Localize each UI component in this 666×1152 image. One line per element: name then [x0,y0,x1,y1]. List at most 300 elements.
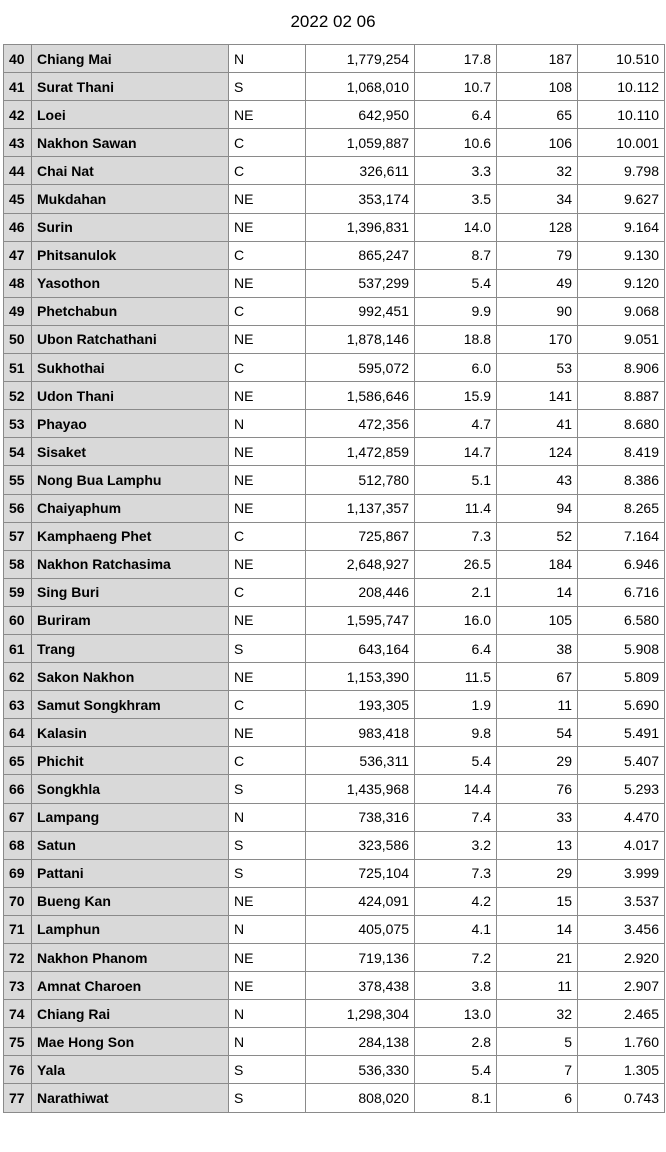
province-name-cell: Mae Hong Son [32,1028,229,1056]
population-cell: 738,316 [306,803,415,831]
population-share-cell: 26.5 [415,550,497,578]
cases-cell: 53 [497,354,578,382]
province-name-cell: Narathiwat [32,1084,229,1112]
rate-cell: 5.908 [578,634,665,662]
province-name-cell: Phitsanulok [32,241,229,269]
province-name-cell: Bueng Kan [32,887,229,915]
rate-cell: 2.465 [578,1000,665,1028]
rate-cell: 9.130 [578,241,665,269]
province-name-cell: Udon Thani [32,382,229,410]
rank-cell: 50 [4,325,32,353]
province-name-cell: Kalasin [32,719,229,747]
population-share-cell: 14.7 [415,438,497,466]
population-share-cell: 10.6 [415,129,497,157]
province-name-cell: Loei [32,101,229,129]
province-name-cell: Sing Buri [32,578,229,606]
cases-cell: 7 [497,1056,578,1084]
province-name-cell: Chiang Mai [32,45,229,73]
rate-cell: 10.112 [578,73,665,101]
rank-cell: 41 [4,73,32,101]
province-name-cell: Kamphaeng Phet [32,522,229,550]
region-cell: NE [229,944,306,972]
population-share-cell: 5.4 [415,747,497,775]
population-share-cell: 7.4 [415,803,497,831]
rank-cell: 71 [4,915,32,943]
rate-cell: 8.680 [578,410,665,438]
cases-cell: 90 [497,297,578,325]
cases-cell: 32 [497,157,578,185]
rate-cell: 1.760 [578,1028,665,1056]
rank-cell: 45 [4,185,32,213]
population-cell: 1,137,357 [306,494,415,522]
region-cell: S [229,634,306,662]
cases-cell: 34 [497,185,578,213]
rank-cell: 60 [4,606,32,634]
population-share-cell: 8.7 [415,241,497,269]
population-cell: 725,104 [306,859,415,887]
rank-cell: 61 [4,634,32,662]
population-cell: 537,299 [306,269,415,297]
page-title: 2022 02 06 [290,12,376,31]
population-share-cell: 5.1 [415,466,497,494]
region-cell: NE [229,466,306,494]
cases-cell: 32 [497,1000,578,1028]
population-cell: 208,446 [306,578,415,606]
population-cell: 992,451 [306,297,415,325]
table-row [4,73,665,101]
rate-cell: 8.419 [578,438,665,466]
population-cell: 323,586 [306,831,415,859]
population-cell: 983,418 [306,719,415,747]
population-cell: 378,438 [306,972,415,1000]
population-cell: 1,586,646 [306,382,415,410]
rate-cell: 4.470 [578,803,665,831]
population-share-cell: 14.4 [415,775,497,803]
rank-cell: 64 [4,719,32,747]
cases-cell: 14 [497,578,578,606]
population-share-cell: 13.0 [415,1000,497,1028]
region-cell: NE [229,269,306,297]
rate-cell: 2.920 [578,944,665,972]
cases-cell: 15 [497,887,578,915]
province-name-cell: Pattani [32,859,229,887]
province-name-cell: Buriram [32,606,229,634]
region-cell: N [229,1000,306,1028]
region-cell: S [229,859,306,887]
rate-cell: 5.491 [578,719,665,747]
province-name-cell: Satun [32,831,229,859]
province-name-cell: Chaiyaphum [32,494,229,522]
rate-cell: 8.265 [578,494,665,522]
region-cell: C [229,129,306,157]
rate-cell: 9.051 [578,325,665,353]
population-cell: 193,305 [306,691,415,719]
region-cell: NE [229,494,306,522]
table-row [4,522,665,550]
region-cell: S [229,775,306,803]
region-cell: NE [229,213,306,241]
rate-cell: 4.017 [578,831,665,859]
population-cell: 1,068,010 [306,73,415,101]
province-name-cell: Chiang Rai [32,1000,229,1028]
table-row [4,185,665,213]
table-row [4,719,665,747]
rate-cell: 5.690 [578,691,665,719]
rate-cell: 7.164 [578,522,665,550]
table-row [4,972,665,1000]
region-cell: S [229,1084,306,1112]
province-name-cell: Samut Songkhram [32,691,229,719]
province-name-cell: Nakhon Sawan [32,129,229,157]
region-cell: N [229,45,306,73]
cases-cell: 14 [497,915,578,943]
population-share-cell: 7.3 [415,522,497,550]
region-cell: C [229,578,306,606]
cases-cell: 29 [497,747,578,775]
cases-cell: 106 [497,129,578,157]
table-row [4,410,665,438]
rate-cell: 9.164 [578,213,665,241]
population-share-cell: 5.4 [415,269,497,297]
rank-cell: 75 [4,1028,32,1056]
population-share-cell: 4.1 [415,915,497,943]
province-name-cell: Phayao [32,410,229,438]
rank-cell: 40 [4,45,32,73]
table-row [4,466,665,494]
population-cell: 1,396,831 [306,213,415,241]
region-cell: C [229,747,306,775]
province-name-cell: Sakon Nakhon [32,663,229,691]
rank-cell: 49 [4,297,32,325]
table-row [4,1056,665,1084]
province-name-cell: Ubon Ratchathani [32,325,229,353]
cases-cell: 52 [497,522,578,550]
province-name-cell: Chai Nat [32,157,229,185]
rank-cell: 52 [4,382,32,410]
population-share-cell: 10.7 [415,73,497,101]
population-share-cell: 6.4 [415,634,497,662]
rank-cell: 73 [4,972,32,1000]
rank-cell: 58 [4,550,32,578]
region-cell: C [229,522,306,550]
province-name-cell: Yala [32,1056,229,1084]
province-table [3,44,665,1113]
population-cell: 1,059,887 [306,129,415,157]
region-cell: NE [229,382,306,410]
rate-cell: 6.580 [578,606,665,634]
cases-cell: 76 [497,775,578,803]
population-cell: 2,648,927 [306,550,415,578]
table-row [4,354,665,382]
population-cell: 1,472,859 [306,438,415,466]
province-name-cell: Surat Thani [32,73,229,101]
rank-cell: 59 [4,578,32,606]
province-name-cell: Mukdahan [32,185,229,213]
cases-cell: 41 [497,410,578,438]
population-share-cell: 15.9 [415,382,497,410]
population-cell: 353,174 [306,185,415,213]
cases-cell: 65 [497,101,578,129]
province-name-cell: Songkhla [32,775,229,803]
region-cell: NE [229,438,306,466]
table-row [4,578,665,606]
rank-cell: 54 [4,438,32,466]
population-share-cell: 3.2 [415,831,497,859]
rate-cell: 1.305 [578,1056,665,1084]
cases-cell: 11 [497,972,578,1000]
table-row [4,1000,665,1028]
cases-cell: 38 [497,634,578,662]
table-row [4,297,665,325]
population-share-cell: 16.0 [415,606,497,634]
province-name-cell: Lampang [32,803,229,831]
population-share-cell: 4.7 [415,410,497,438]
population-share-cell: 3.5 [415,185,497,213]
population-cell: 284,138 [306,1028,415,1056]
region-cell: NE [229,663,306,691]
population-share-cell: 17.8 [415,45,497,73]
population-cell: 472,356 [306,410,415,438]
rate-cell: 10.110 [578,101,665,129]
table-row [4,663,665,691]
region-cell: N [229,803,306,831]
region-cell: NE [229,101,306,129]
population-cell: 1,435,968 [306,775,415,803]
rank-cell: 43 [4,129,32,157]
population-share-cell: 2.8 [415,1028,497,1056]
cases-cell: 6 [497,1084,578,1112]
population-share-cell: 1.9 [415,691,497,719]
rank-cell: 56 [4,494,32,522]
population-share-cell: 4.2 [415,887,497,915]
population-cell: 719,136 [306,944,415,972]
table-row [4,859,665,887]
region-cell: S [229,1056,306,1084]
population-share-cell: 8.1 [415,1084,497,1112]
table-row [4,1028,665,1056]
population-share-cell: 7.3 [415,859,497,887]
rank-cell: 74 [4,1000,32,1028]
cases-cell: 13 [497,831,578,859]
cases-cell: 124 [497,438,578,466]
population-cell: 1,595,747 [306,606,415,634]
rank-cell: 72 [4,944,32,972]
cases-cell: 141 [497,382,578,410]
population-cell: 1,779,254 [306,45,415,73]
table-row [4,325,665,353]
rank-cell: 69 [4,859,32,887]
rank-cell: 62 [4,663,32,691]
rate-cell: 6.946 [578,550,665,578]
table-row [4,157,665,185]
population-share-cell: 18.8 [415,325,497,353]
population-share-cell: 11.4 [415,494,497,522]
province-name-cell: Nakhon Phanom [32,944,229,972]
population-cell: 1,878,146 [306,325,415,353]
table-row [4,944,665,972]
table-row [4,101,665,129]
cases-cell: 21 [497,944,578,972]
region-cell: S [229,73,306,101]
table-row [4,691,665,719]
population-cell: 405,075 [306,915,415,943]
rank-cell: 76 [4,1056,32,1084]
cases-cell: 5 [497,1028,578,1056]
rate-cell: 9.798 [578,157,665,185]
population-share-cell: 11.5 [415,663,497,691]
province-name-cell: Trang [32,634,229,662]
province-name-cell: Nakhon Ratchasima [32,550,229,578]
population-cell: 424,091 [306,887,415,915]
population-share-cell: 5.4 [415,1056,497,1084]
region-cell: NE [229,606,306,634]
rate-cell: 6.716 [578,578,665,606]
rate-cell: 0.743 [578,1084,665,1112]
population-cell: 326,611 [306,157,415,185]
table-row [4,634,665,662]
rate-cell: 9.120 [578,269,665,297]
table-row [4,129,665,157]
region-cell: C [229,354,306,382]
rank-cell: 42 [4,101,32,129]
population-share-cell: 2.1 [415,578,497,606]
rate-cell: 2.907 [578,972,665,1000]
rate-cell: 10.001 [578,129,665,157]
rank-cell: 47 [4,241,32,269]
province-name-cell: Surin [32,213,229,241]
province-name-cell: Lamphun [32,915,229,943]
cases-cell: 187 [497,45,578,73]
table-row [4,1084,665,1112]
cases-cell: 54 [497,719,578,747]
region-cell: NE [229,185,306,213]
region-cell: NE [229,887,306,915]
cases-cell: 49 [497,269,578,297]
cases-cell: 43 [497,466,578,494]
cases-cell: 170 [497,325,578,353]
population-share-cell: 3.8 [415,972,497,1000]
population-share-cell: 9.9 [415,297,497,325]
region-cell: C [229,241,306,269]
population-share-cell: 6.4 [415,101,497,129]
population-cell: 1,153,390 [306,663,415,691]
rate-cell: 3.999 [578,859,665,887]
cases-cell: 11 [497,691,578,719]
rank-cell: 51 [4,354,32,382]
rank-cell: 77 [4,1084,32,1112]
rate-cell: 8.887 [578,382,665,410]
province-name-cell: Yasothon [32,269,229,297]
population-share-cell: 9.8 [415,719,497,747]
table-row [4,831,665,859]
table-row [4,494,665,522]
population-cell: 725,867 [306,522,415,550]
province-name-cell: Sisaket [32,438,229,466]
rank-cell: 70 [4,887,32,915]
rate-cell: 5.407 [578,747,665,775]
population-cell: 1,298,304 [306,1000,415,1028]
region-cell: NE [229,719,306,747]
population-cell: 643,164 [306,634,415,662]
region-cell: NE [229,550,306,578]
table-row [4,241,665,269]
population-cell: 865,247 [306,241,415,269]
region-cell: NE [229,972,306,1000]
population-cell: 808,020 [306,1084,415,1112]
rate-cell: 9.627 [578,185,665,213]
table-row [4,438,665,466]
population-share-cell: 14.0 [415,213,497,241]
cases-cell: 79 [497,241,578,269]
rate-cell: 5.809 [578,663,665,691]
cases-cell: 29 [497,859,578,887]
cases-cell: 105 [497,606,578,634]
rank-cell: 57 [4,522,32,550]
rank-cell: 63 [4,691,32,719]
cases-cell: 67 [497,663,578,691]
table-row [4,45,665,73]
cases-cell: 33 [497,803,578,831]
rank-cell: 66 [4,775,32,803]
table-row [4,213,665,241]
cases-cell: 94 [497,494,578,522]
population-cell: 595,072 [306,354,415,382]
region-cell: C [229,157,306,185]
table-row [4,775,665,803]
province-name-cell: Nong Bua Lamphu [32,466,229,494]
province-name-cell: Phetchabun [32,297,229,325]
population-cell: 642,950 [306,101,415,129]
region-cell: C [229,691,306,719]
population-cell: 512,780 [306,466,415,494]
region-cell: N [229,1028,306,1056]
table-row [4,747,665,775]
rank-cell: 53 [4,410,32,438]
population-share-cell: 3.3 [415,157,497,185]
population-share-cell: 7.2 [415,944,497,972]
population-share-cell: 6.0 [415,354,497,382]
rank-cell: 65 [4,747,32,775]
rate-cell: 8.906 [578,354,665,382]
table-row [4,550,665,578]
rank-cell: 67 [4,803,32,831]
table-row [4,269,665,297]
rate-cell: 3.456 [578,915,665,943]
region-cell: N [229,915,306,943]
region-cell: S [229,831,306,859]
region-cell: C [229,297,306,325]
table-row [4,382,665,410]
rate-cell: 8.386 [578,466,665,494]
rank-cell: 55 [4,466,32,494]
table-row [4,915,665,943]
province-name-cell: Phichit [32,747,229,775]
rank-cell: 44 [4,157,32,185]
region-cell: N [229,410,306,438]
rank-cell: 68 [4,831,32,859]
rate-cell: 10.510 [578,45,665,73]
table-row [4,606,665,634]
rank-cell: 48 [4,269,32,297]
rate-cell: 5.293 [578,775,665,803]
cases-cell: 128 [497,213,578,241]
table-row [4,887,665,915]
province-name-cell: Sukhothai [32,354,229,382]
table-body [4,45,665,1113]
cases-cell: 184 [497,550,578,578]
table-row [4,803,665,831]
region-cell: NE [229,325,306,353]
